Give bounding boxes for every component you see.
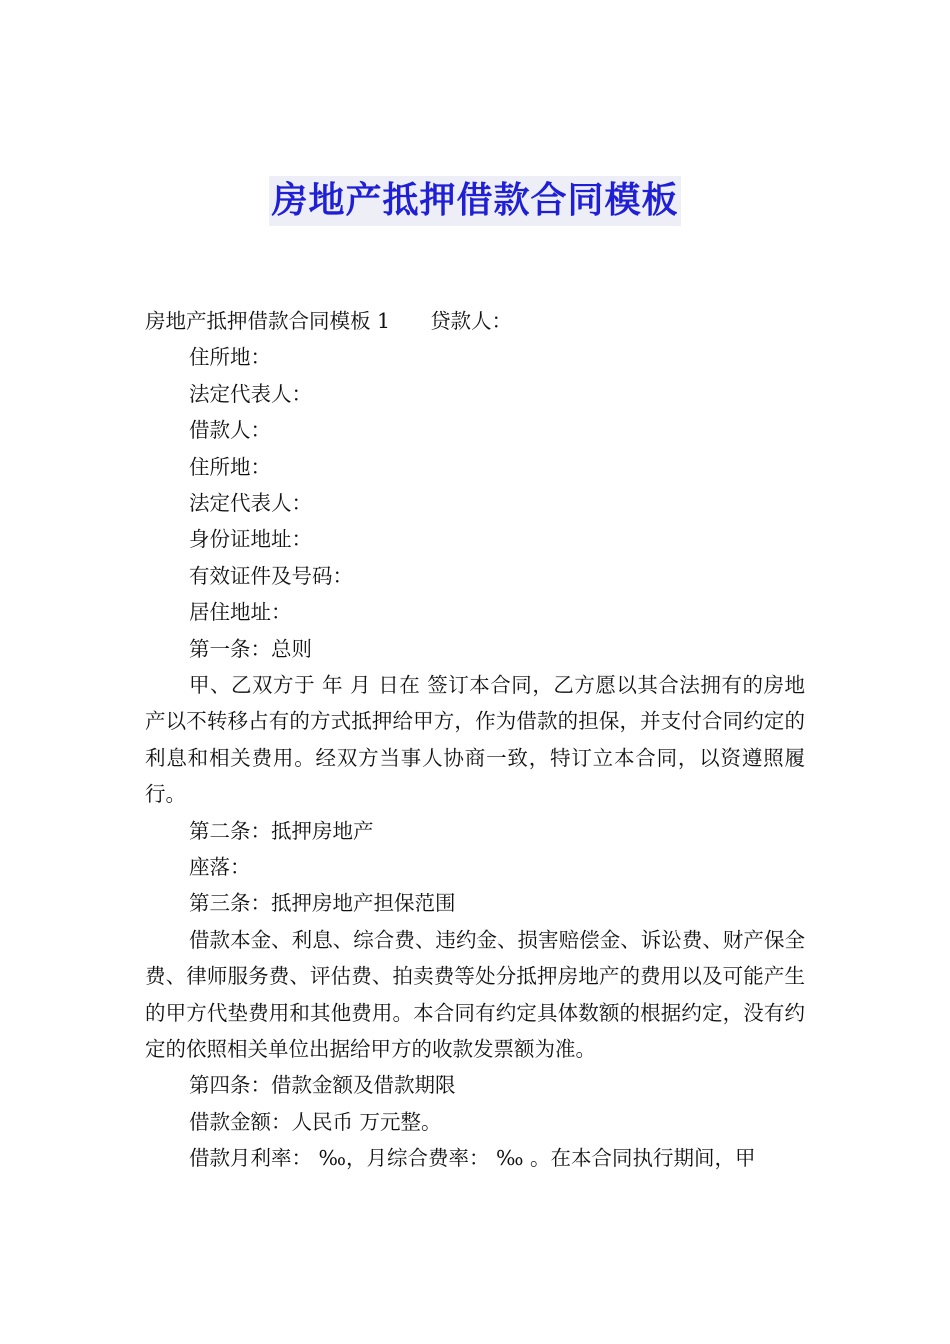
article-heading: 第三条：抵押房地产担保范围 — [189, 891, 456, 916]
text-line: 借款金额：人民币 万元整。 — [189, 1109, 442, 1134]
intro-line — [145, 303, 805, 339]
text-line: 身份证地址： — [189, 527, 312, 552]
text-line: 有效证件及号码： — [189, 563, 353, 588]
article-heading: 第四条：借款金额及借款期限 — [189, 1073, 456, 1098]
text-line: 法定代表人： — [189, 490, 312, 515]
text-line: 借款人： — [189, 418, 271, 443]
paragraph: 甲、乙双方于 年 月 日在 签订本合同，乙方愿以其合法拥有的房地产以不转移占有的方式抵押给甲方，作为借款的担保，并支付合同约定的利息和相关费用。经双方当事人协商一致，特订立本合同，以资遵照履行。 — [145, 672, 805, 807]
paragraph: 借款本金、利息、综合费、违约金、损害赔偿金、诉讼费、财产保全费、律师服务费、评估费、拍卖费等处分抵押房地产的费用以及可能产生的甲方代垫费用和其他费用。本合同有约定具体数额的根据约定，没有约定的依照相关单位出据给甲方的收款发票额为准。 — [145, 927, 805, 1061]
document-title: 房地产抵押借款合同模板 — [269, 176, 680, 226]
text-line: 法定代表人： — [189, 381, 312, 406]
text-line: 住所地： — [189, 345, 271, 370]
text-line: 座落： — [189, 854, 251, 879]
article-heading: 第一条：总则 — [189, 636, 312, 661]
text-line: 住所地： — [189, 454, 271, 479]
text-line: 借款月利率： ‰，月综合费率： ‰ 。在本合同执行期间，甲 — [189, 1146, 756, 1171]
title-container — [0, 176, 950, 226]
document-body — [145, 303, 805, 1177]
article-heading: 第二条：抵押房地产 — [189, 818, 374, 843]
text-line: 居住地址： — [189, 600, 292, 625]
lender-label: 贷款人： — [430, 309, 513, 333]
intro-heading: 房地产抵押借款合同模板 1 — [145, 309, 391, 333]
